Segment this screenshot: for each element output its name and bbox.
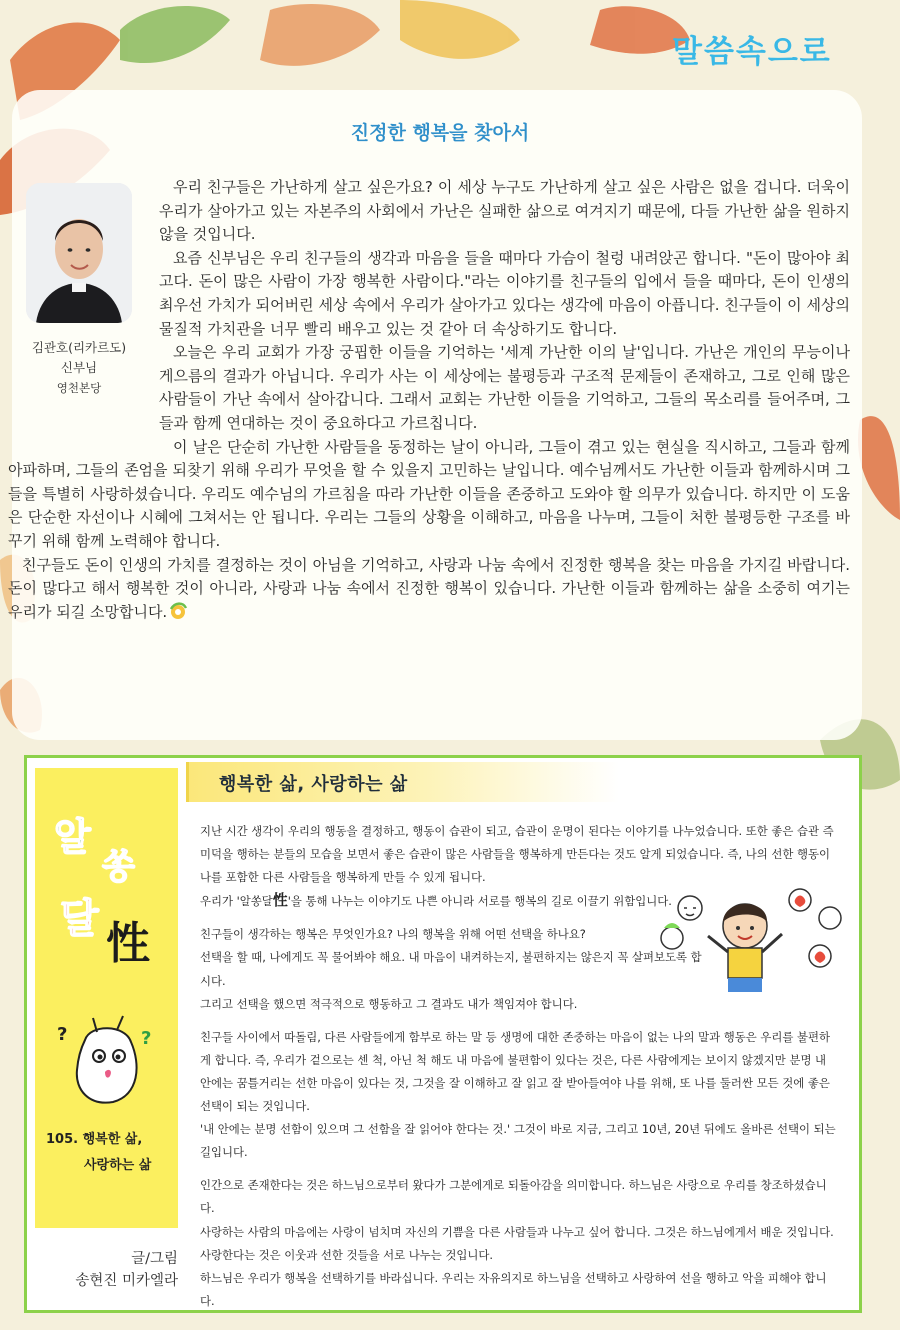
credit-label: 글/그림 xyxy=(131,1251,178,1267)
article-paragraph: 이 날은 단순히 가난한 사람들을 동정하는 날이 아니라, 그들이 겪고 있는 현실을 직시하고, 그들과 함께 아파하며, 그들의 존엄을 되찾기 위해 우리가 무엇을 할 수 있을지 고민하는 날입니다. 예수님께서도 가난한 이들과 함께하시며 그들을 특별히 사랑하셨습니다. 우리도 예수님의 가르침을 따라 가난한 이들을 존중하고 도와야 할 의무가 있습니다. 하지만 이 도움은 단순한 자선이나 시혜에 그쳐서는 안 됩니다. 우리는 그들의 상황을 이해하고, 마음을 나누며, 그들이 처한 불평등한 구조를 바꾸기 위해 함께 노력해야 합니다. xyxy=(8,437,850,550)
column-text-part: 우리가 '알쏭달 xyxy=(200,894,273,909)
leaf-decoration-top xyxy=(260,0,690,66)
article-paragraph: 오늘은 우리 교회가 가장 궁핍한 이들을 기억하는 '세계 가난한 이의 날'입니다. 가난은 개인의 무능이나 게으름의 결과가 아닙니다. 우리가 사는 이 세상에는 불평등과 구조적 문제들이 존재하고, 그로 인해 많은 사람들이 가난 속에서 살아갑니다. 그래서 교회는 가난한 이들을 기억하고, 그들의 목소리를 들어주며, 그들과 함께 연대하는 것이 중요하다고 가르칩니다. xyxy=(159,343,850,432)
logo-char-4: 性 xyxy=(106,918,150,969)
series-logo xyxy=(40,790,175,990)
column-paragraph: 친구들 사이에서 따돌림, 다른 사람들에게 함부로 하는 말 등 생명에 대한 존중하는 마음이 없는 나의 말과 행동은 우리를 불편하게 합니다. 즉, 우리가 겉으로는 센 척, 아닌 척 해도 내 마음에 불편함이 있다는 것은, 다른 사람에게는 보이지 않겠지만 분명 내 안에는 꿈틀거리는 선한 마음이 있다는 것, 그것을 잘 이해하고 잘 읽고 잘 받아들여야 나를 위해, 또 나를 둘러싼 모든 것에 좋은 선택이 되는 것입니다. xyxy=(200,1029,830,1114)
article-paragraph-text: 친구들도 돈이 인생의 가치를 결정하는 것이 아님을 기억하고, 사랑과 나눔 속에서 진정한 행복을 찾는 마음을 가지길 바랍니다. 돈이 많다고 해서 행복한 것이 아니라, 사랑과 나눔 속에서 진정한 행복이 있습니다. 가난한 이들과 함께하는 삶을 소중히 여기는 우리가 되길 소망합니다. xyxy=(8,555,850,621)
svg-text:?: ? xyxy=(141,1028,152,1049)
article-paragraph: 우리 친구들은 가난하게 살고 싶은가요? 이 세상 누구도 가난하게 살고 싶은 사람은 없을 겁니다. 더욱이 우리가 살아가고 있는 자본주의 사회에서 가난은 실패한 삶으로 여겨지기 때문에, 다들 가난한 삶을 원하지 않을 것입니다. xyxy=(159,178,850,244)
article-body xyxy=(8,176,850,624)
end-mark-icon xyxy=(167,602,189,620)
author-parish: 영천본당 xyxy=(56,381,102,395)
column-paragraph: 사랑한다는 것은 이웃과 선한 것들을 서로 나누는 것입니다. xyxy=(200,1247,494,1262)
column-credits xyxy=(40,1248,178,1292)
mascot-illustration xyxy=(55,1010,160,1110)
logo-char-1: 알 xyxy=(54,815,91,859)
column-paragraph: 선택을 할 때, 나에게도 꼭 물어봐야 해요. 내 마음이 내켜하는지, 불편하지는 않은지 꼭 살펴보도록 합시다. xyxy=(200,950,702,988)
column-paragraph: '내 안에는 분명 선함이 있으며 그 선함을 잘 읽어야 한다는 것.' 그것이 바로 지금, 그리고 10년, 20년 뒤에도 올바른 선택이 되는 길입니다. xyxy=(200,1122,836,1160)
column-banner xyxy=(186,762,619,802)
article-title: 진정한 행복을 찾아서 xyxy=(350,122,530,144)
author-name: 김관호(리카르도) xyxy=(31,340,127,355)
credit-name: 송현진 미카엘라 xyxy=(75,1273,178,1289)
column-paragraph: 그리고 선택을 했으면 적극적으로 행동하고 그 결과도 내가 책임져야 합니다. xyxy=(200,996,578,1011)
author-role: 신부님 xyxy=(60,360,98,375)
article-paragraph xyxy=(8,554,850,625)
column-paragraph: 인간으로 존재한다는 것은 하느님으로부터 왔다가 그분에게로 되돌아감을 의미합니다. 하느님은 사랑으로 우리를 창조하셨습니다. xyxy=(200,1178,827,1216)
column-paragraph xyxy=(200,889,705,913)
article-paragraph: 요즘 신부님은 우리 친구들의 생각과 마음을 들을 때마다 가슴이 철렁 내려앉곤 합니다. "돈이 많아야 최고다. 돈이 많은 사람이 가장 행복한 사람이다."라는 이야기를 친구들의 입에서 들을 때마다, 돈이 인생의 최우선 가치가 되어버린 세상 속에서 우리가 살아가고 있다는 생각에 마음이 아픕니다. 친구들이 이 세상의 물질적 가치관을 너무 빨리 배우고 있는 것 같아 더 속상하기도 합니다. xyxy=(159,248,850,338)
logo-char-2: 쏭 xyxy=(102,847,135,887)
column-text-part: '을 통해 나누는 이야기도 나쁜 아니라 서로를 행복의 길로 이끌기 위함입니다. xyxy=(287,894,672,909)
section-tag: 말씀속으로 xyxy=(672,34,832,70)
episode-title-line2: 사랑하는 삶 xyxy=(84,1158,152,1173)
logo-char-3: 달 xyxy=(60,896,99,942)
svg-text:?: ? xyxy=(57,1024,68,1045)
episode-title xyxy=(46,1127,174,1179)
column-text-emphasis: 性 xyxy=(272,891,288,910)
episode-title-line1: 105. 행복한 삶, xyxy=(46,1132,143,1147)
column-paragraph: 지난 시간 생각이 우리의 행동을 결정하고, 행동이 습관이 되고, 습관이 운명이 된다는 이야기를 나누었습니다. 또한 좋은 습관 즉 미덕을 행하는 분들의 모습을 보면서 좋은 습관이 많은 사람들을 행복하게 만든다는 것도 알게 되었습니다. 즉, 나의 선한 행동이 나를 포함한 다른 사람들을 행복하게 만들 수 있게 됩니다. xyxy=(200,824,834,885)
column-paragraph: 사랑하는 사람의 마음에는 사랑이 넘치며 자신의 기쁨을 다른 사람들과 나누고 싶어 합니다. 그것은 하느님에게서 배운 것입니다. xyxy=(200,1224,834,1239)
column-title: 행복한 삶, 사랑하는 삶 xyxy=(219,774,408,795)
children-illustration xyxy=(650,878,850,998)
column-paragraph: 하느님은 우리가 행복을 선택하기를 바라십니다. 우리는 자유의지로 하느님을 선택하고 사랑하여 선을 행하고 악을 피해야 합니다. xyxy=(200,1270,827,1308)
column-paragraph: 친구들이 생각하는 행복은 무엇인가요? 나의 행복을 위해 어떤 선택을 하나요? xyxy=(200,927,586,942)
